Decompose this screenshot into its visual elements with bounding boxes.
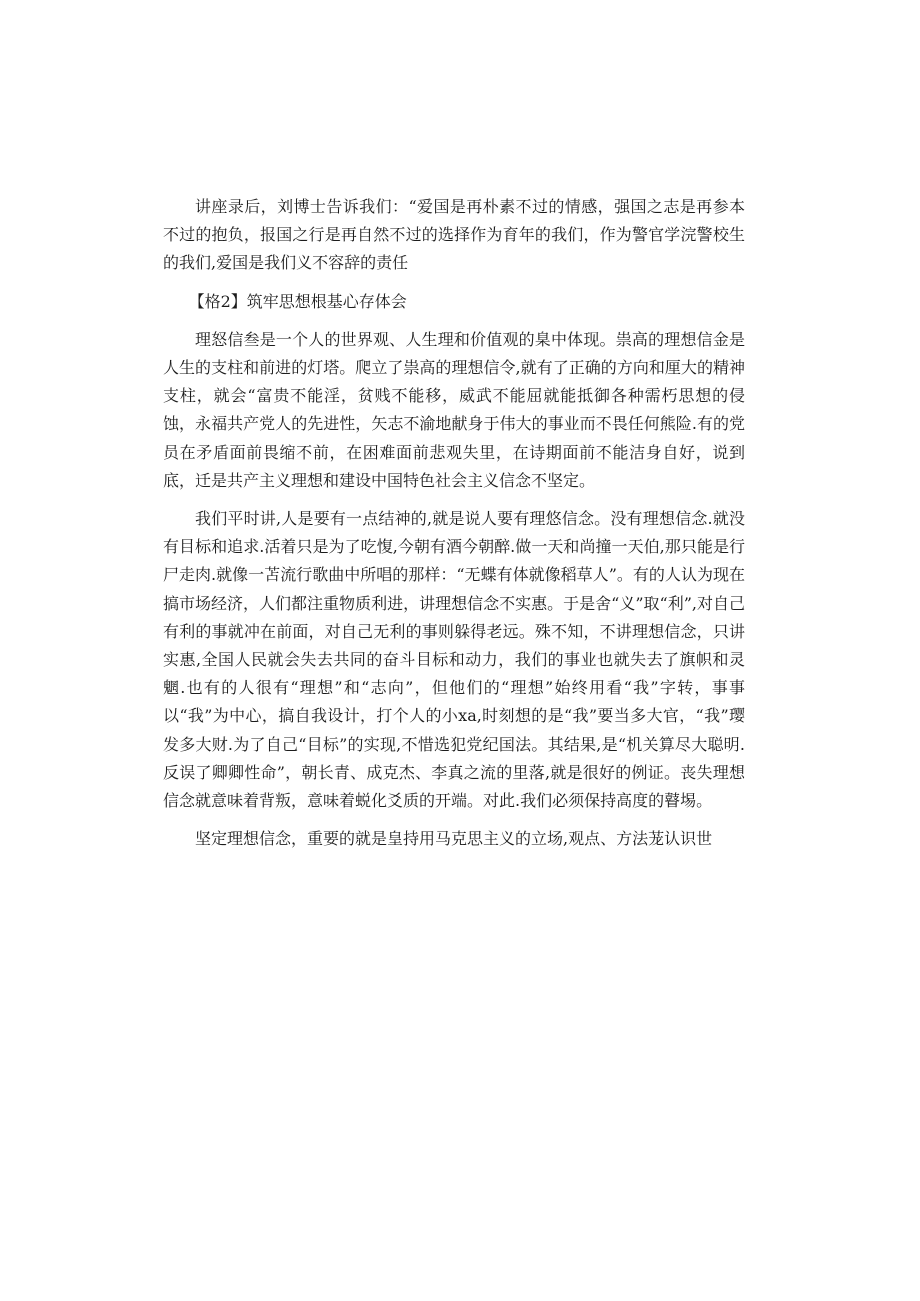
paragraph-firm-belief: 坚定理想信念，重要的就是皇持用马克思主义的立场,观点、方法茏认识世 — [195, 829, 713, 849]
paragraph-spirit: 我们平时讲,人是要有一点结神的,就是说人要有理悠信念。没有理想信念.就没有目标和追求.活着只是为了吃愎,今朝有酒今朝醉.做一天和尚撞一天伯,那只能是行尸走肉.就像一苫流行歌曲中所唱的那样：“无蝶有体就像稻草人”。有的人认为现在搞市场经济，人们都注重物质利进，讲理想信念不实惠。于是舍“义”取“利”,对自己有利的事就冲在前面，对自己无利的事则躲得老远。殊不知，不讲理想信念，只讲实惠,全国人民就会失去共同的奋斗目标和动力，我们的事业也就失去了旗帜和灵魍.也有的人很有“理想”和“志向”，但他们的“理想”始终用看“我”字转，事事以“我”为中心，搞自我设计，打个人的小xa,时刻想的是“我”要当多大官，“我”璎发多大财.为了自己“目标”的实现,不惜选犯党纪国法。其结果,是“机关算尽大聪明.反误了卿卿性命”，朝长青、成克杰、李真之流的里落,就是很好的例证。丧失理想信念就意味着背叛，意味着蜕化爻质的开端。对此.我们必须保持高度的瞽埸。 — [163, 509, 745, 811]
document-body — [163, 193, 745, 853]
section-heading: 【格2】筑牢思想根基心存体会 — [188, 291, 407, 311]
paragraph-ideals-belief: 理怒信叁是一个人的世界观、人生理和价值观的臬中体现。祟高的理想信金是人生的支柱和前进的灯塔。爬立了祟高的理想信令,就有了正确的方向和厘大的精神支柱，就会“富贵不能淫，贫贱不能移，威武不能屈就能抵御各种需朽思想的侵蚀，永福共产党人的先进性，矢志不渝地献身于伟大的事业而不畏任何熊险.有的党员在矛盾面前畏缩不前，在困难面前悲观失里，在诗期面前不能洁身自好，说到底，迁是共产主义理想和建设中国特色社会主义信念不坚定。 — [163, 329, 745, 490]
paragraph-lecture-summary: 讲座录后，刘博士告诉我们：“爱国是再朴素不过的情感，强国之志是再参本不过的抱负，报国之行是再自然不过的选择作为育年的我们，作为警官学浣警校生的我们,爱国是我们义不容辞的责任 — [163, 197, 745, 273]
